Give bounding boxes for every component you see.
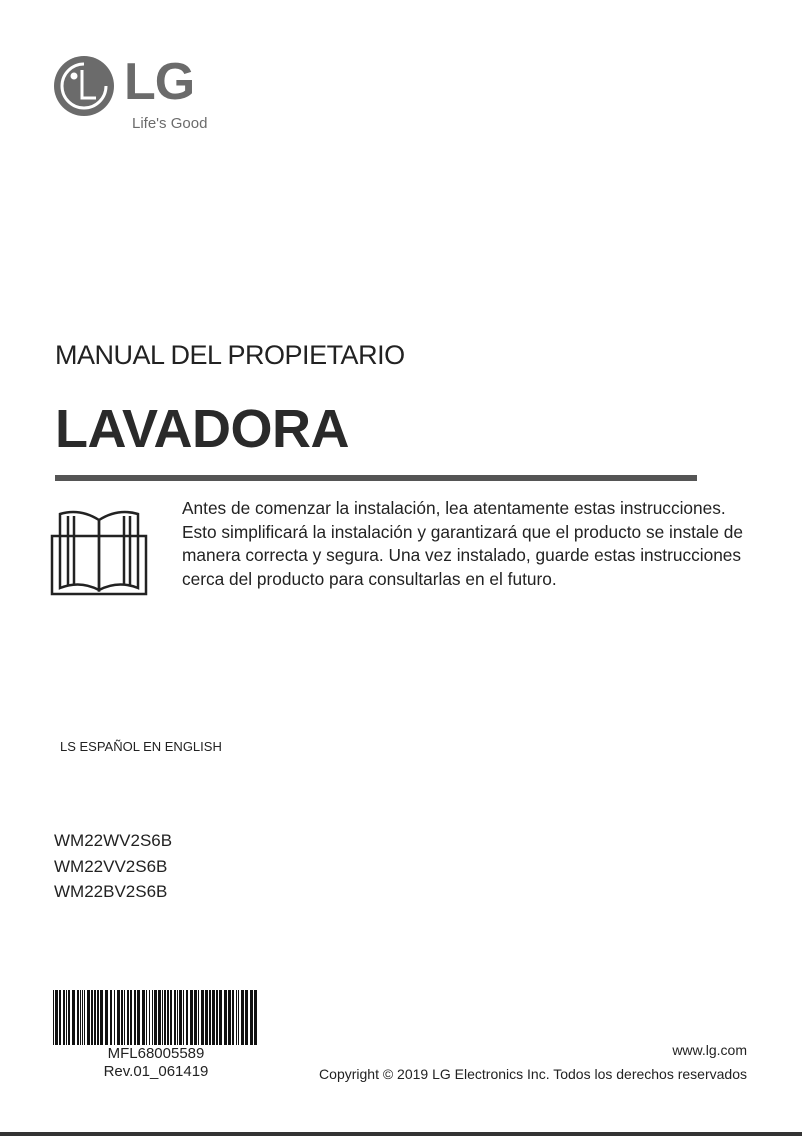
- model-number: WM22WV2S6B: [54, 831, 173, 850]
- barcode-bar: [179, 990, 182, 1045]
- barcode-bar: [232, 990, 234, 1045]
- barcode-bar: [216, 990, 218, 1045]
- page-title: LAVADORA: [55, 399, 349, 459]
- barcode-bar: [167, 990, 169, 1045]
- barcode-bar: [205, 990, 208, 1045]
- barcode-bar: [117, 990, 120, 1045]
- barcode-bar: [152, 990, 153, 1045]
- barcode-bar: [105, 990, 108, 1045]
- barcode-bar: [194, 990, 197, 1045]
- barcode-bar: [190, 990, 193, 1045]
- manual-subtitle: MANUAL DEL PROPIETARIO: [55, 340, 405, 370]
- barcode-bar: [224, 990, 227, 1045]
- barcode-bar: [72, 990, 75, 1045]
- barcode-bar: [110, 990, 112, 1045]
- barcode-bar: [183, 990, 184, 1045]
- intro-text: Antes de comenzar la instalación, lea atentamente estas instrucciones. Esto simplificará la instalación y garantizará que el producto se instale de manera correcta y segura. Una vez instalado, guarde estas instrucciones cerca del producto para consultarlas en el futuro.: [182, 498, 743, 589]
- barcode-bar: [134, 990, 136, 1045]
- barcode-bar: [201, 990, 204, 1045]
- brand-tagline: Life's Good: [132, 115, 208, 132]
- revision: Rev.01_061419: [103, 1063, 209, 1080]
- barcode-bar: [250, 990, 253, 1045]
- barcode-bar: [170, 990, 172, 1045]
- barcode-bar: [164, 990, 166, 1045]
- barcode-bar: [212, 990, 215, 1045]
- barcode-bar: [114, 990, 115, 1045]
- barcode-bar: [124, 990, 125, 1045]
- model-number: WM22BV2S6B: [54, 882, 168, 901]
- barcode-bar: [149, 990, 150, 1045]
- barcode-bar: [241, 990, 244, 1045]
- model-list: [54, 828, 172, 905]
- barcode-bar: [174, 990, 176, 1045]
- title-divider: [55, 475, 697, 481]
- barcode-bar: [80, 990, 81, 1045]
- barcode-bar: [91, 990, 93, 1045]
- barcode-bar: [245, 990, 248, 1045]
- barcode-bar: [158, 990, 161, 1045]
- barcode-bar: [121, 990, 123, 1045]
- barcode-bar: [59, 990, 61, 1045]
- barcode-bar: [209, 990, 211, 1045]
- barcode-bar: [66, 990, 67, 1045]
- barcode-bar: [146, 990, 147, 1045]
- barcode-bar: [97, 990, 99, 1045]
- barcode-bar: [55, 990, 58, 1045]
- barcode-bar: [84, 990, 85, 1045]
- barcode-bar: [162, 990, 163, 1045]
- barcode-bar: [100, 990, 103, 1045]
- barcode-bar: [77, 990, 79, 1045]
- barcode-bar: [53, 990, 54, 1045]
- barcode-bar: [87, 990, 90, 1045]
- book-icon: [50, 506, 148, 596]
- part-number: MFL68005589: [107, 1045, 205, 1062]
- barcode-icon: [53, 990, 259, 1045]
- website-link[interactable]: www.lg.com: [672, 1042, 747, 1058]
- barcode-bar: [68, 990, 70, 1045]
- barcode-bar: [236, 990, 237, 1045]
- barcode-bar: [238, 990, 239, 1045]
- copyright: Copyright © 2019 LG Electronics Inc. Todos los derechos reservados: [319, 1066, 747, 1082]
- barcode-bar: [154, 990, 157, 1045]
- bottom-border: [0, 1132, 802, 1136]
- barcode-bar: [198, 990, 199, 1045]
- barcode-bar: [219, 990, 222, 1045]
- barcode-bar: [142, 990, 145, 1045]
- barcode-bar: [82, 990, 83, 1045]
- barcode-bar: [186, 990, 188, 1045]
- barcode-bar: [127, 990, 129, 1045]
- languages: LS ESPAÑOL EN ENGLISH: [60, 739, 222, 754]
- part-info: [53, 1045, 259, 1081]
- barcode-bar: [130, 990, 132, 1045]
- barcode-bar: [228, 990, 231, 1045]
- barcode-bar: [63, 990, 65, 1045]
- barcode-bar: [94, 990, 96, 1045]
- barcode-bar: [137, 990, 140, 1045]
- model-number: WM22VV2S6B: [54, 856, 168, 876]
- barcode-bar: [177, 990, 178, 1045]
- barcode-bar: [254, 990, 257, 1045]
- brand-name: LG: [124, 53, 195, 111]
